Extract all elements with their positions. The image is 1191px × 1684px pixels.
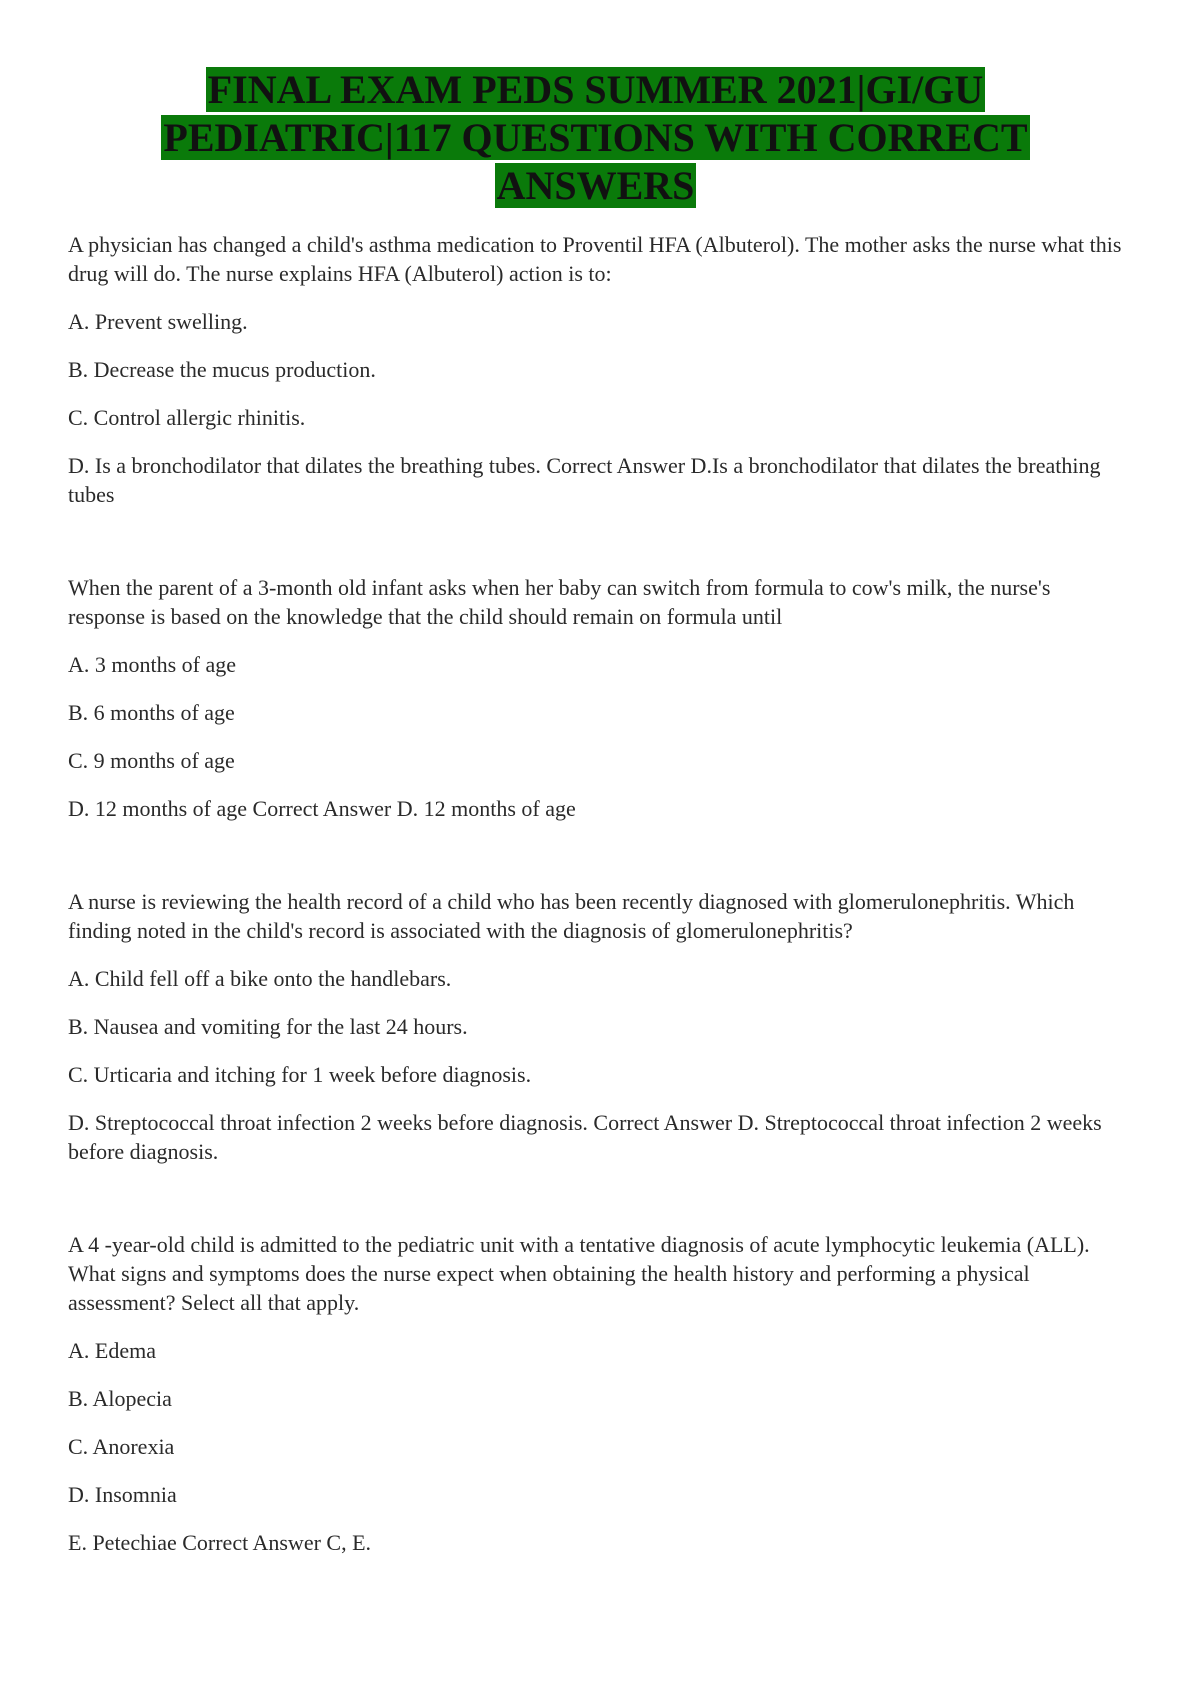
- question-4: [68, 1230, 1128, 1557]
- answer-option: A. 3 months of age: [68, 652, 237, 677]
- answer-option-with-correct-answer: D. 12 months of age Correct Answer D. 12 months of age: [68, 796, 576, 821]
- answer-option: A. Edema: [68, 1338, 156, 1363]
- question-stem: A 4 -year-old child is admitted to the pediatric unit with a tentative diagnosis of acute lymphocytic leukemia (ALL). What signs and symptoms does the nurse expect when obtaining the health history and performing a physical assessment? Select all that apply.: [68, 1232, 1090, 1315]
- answer-option: D. Insomnia: [68, 1482, 177, 1507]
- questions-list: [68, 230, 1128, 1576]
- answer-option: B. 6 months of age: [68, 700, 235, 725]
- title-line: [0, 114, 1191, 162]
- answer-option-with-correct-answer: D. Streptococcal throat infection 2 weeks before diagnosis. Correct Answer D. Streptococcal throat infection 2 weeks before diagnosis.: [68, 1110, 1102, 1164]
- answer-option-with-correct-answer: D. Is a bronchodilator that dilates the breathing tubes. Correct Answer D.Is a bronchodilator that dilates the breathing tubes: [68, 453, 1101, 507]
- question-spacer: [68, 842, 1128, 887]
- title-highlight: FINAL EXAM PEDS SUMMER 2021|GI/GU: [207, 67, 984, 112]
- answer-option: A. Prevent swelling.: [68, 309, 248, 334]
- question-2: [68, 573, 1128, 823]
- answer-option-with-correct-answer: E. Petechiae Correct Answer C, E.: [68, 1530, 372, 1555]
- answer-option: A. Child fell off a bike onto the handlebars.: [68, 966, 452, 991]
- answer-option: B. Decrease the mucus production.: [68, 357, 376, 382]
- answer-option: B. Alopecia: [68, 1386, 172, 1411]
- title-line: [0, 66, 1191, 114]
- title-highlight: PEDIATRIC|117 QUESTIONS WITH CORRECT: [163, 115, 1028, 160]
- document-title: [0, 66, 1191, 210]
- question-stem: A nurse is reviewing the health record of a child who has been recently diagnosed with glomerulonephritis. Which finding noted in the child's record is associated with the diagnosis of glomerulonephritis?: [68, 889, 1075, 943]
- question-stem: When the parent of a 3-month old infant asks when her baby can switch from formula to cow's milk, the nurse's response is based on the knowledge that the child should remain on formula until: [68, 575, 1051, 629]
- title-line: [0, 162, 1191, 210]
- answer-option: C. 9 months of age: [68, 748, 235, 773]
- answer-option: C. Anorexia: [68, 1434, 175, 1459]
- answer-option: C. Urticaria and itching for 1 week before diagnosis.: [68, 1062, 532, 1087]
- question-3: [68, 887, 1128, 1166]
- question-stem: A physician has changed a child's asthma medication to Proventil HFA (Albuterol). The mother asks the nurse what this drug will do. The nurse explains HFA (Albuterol) action is to:: [68, 232, 1122, 286]
- title-highlight: ANSWERS: [496, 163, 695, 208]
- answer-option: C. Control allergic rhinitis.: [68, 405, 306, 430]
- question-1: [68, 230, 1128, 509]
- question-spacer: [68, 528, 1128, 573]
- answer-option: B. Nausea and vomiting for the last 24 hours.: [68, 1014, 468, 1039]
- question-spacer: [68, 1185, 1128, 1230]
